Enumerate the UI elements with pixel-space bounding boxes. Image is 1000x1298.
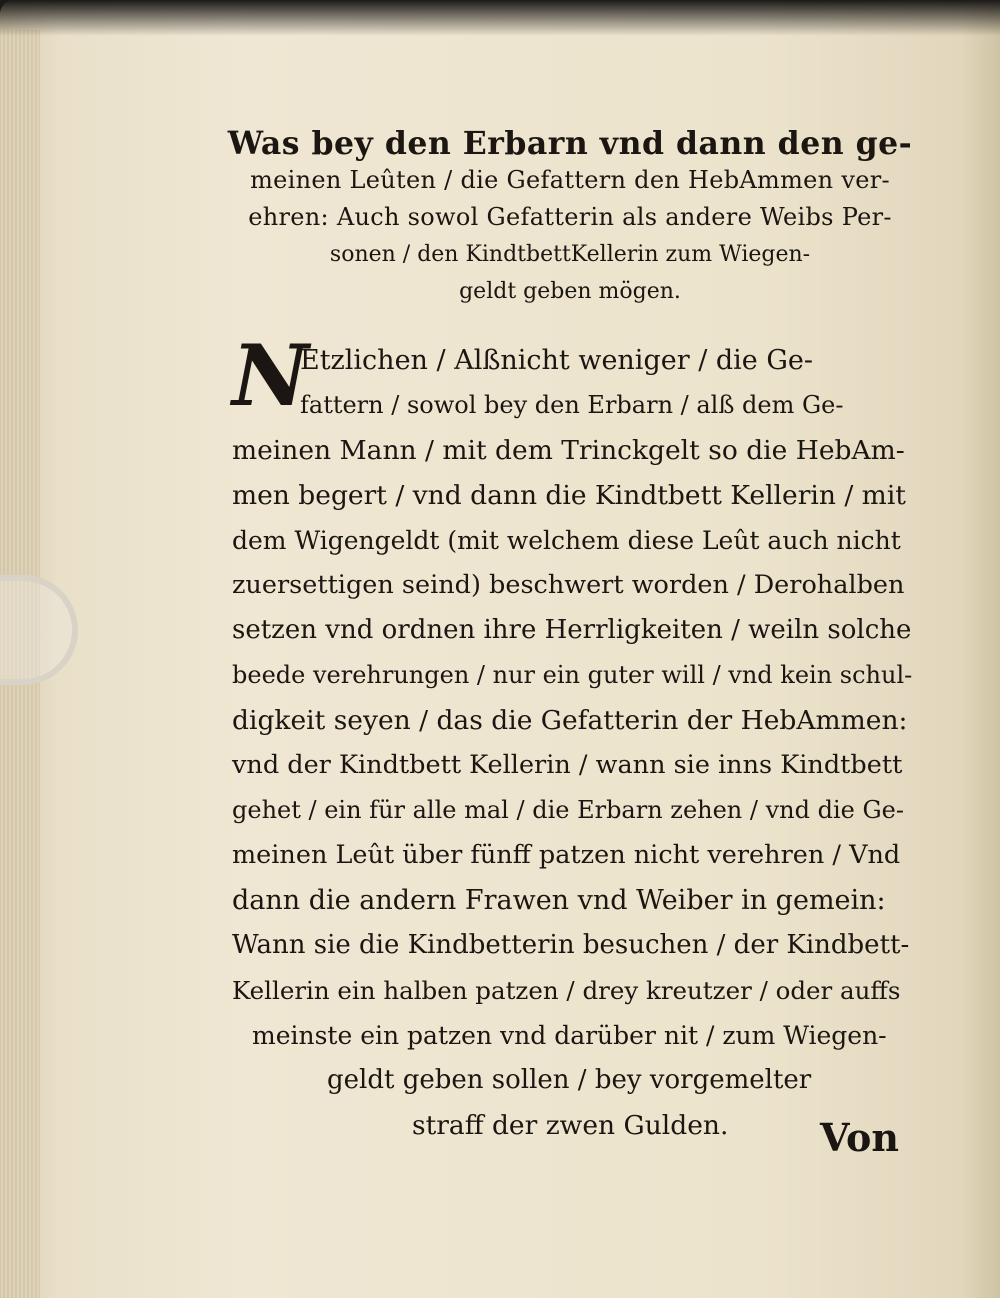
body-line: meinen Mann / mit dem Trinckgelt so die HebAm- [232,435,905,466]
body-line: setzen vnd ordnen ihre Herrligkeiten / weiln solche [232,615,912,645]
body-line: beede verehrungen / nur ein guter will / vnd kein schul- [232,661,913,689]
catchword: Von [820,1115,899,1160]
heading-line: sonen / den KindtbettKellerin zum Wiegen- [329,242,811,267]
section-heading [225,125,915,310]
body-paragraph [232,338,912,1148]
body-line: digkeit seyen / das die Gefatterin der HebAmmen: [232,705,908,736]
body-line: gehet / ein für alle mal / die Erbarn zehen / vnd die Ge- [232,796,904,824]
body-line: men begert / vnd dann die Kindtbett Kellerin / mit [232,480,906,511]
body-line: Kellerin ein halben patzen / drey kreutzer / oder auffs [232,976,901,1005]
top-shadow [0,0,1000,36]
body-line: meinste ein patzen vnd darüber nit / zum Wiegen- [252,1021,887,1050]
body-line: Etzlichen / Alßnicht weniger / die Ge- [300,345,814,376]
body-line: geldt geben sollen / bey vorgemelter [327,1065,812,1095]
body-line: zuersettigen seind) beschwert worden / Derohalben [232,570,905,600]
body-line: dann die andern Frawen vnd Weiber in gemein: [232,885,886,916]
page-clip-icon [0,575,78,685]
body-line: meinen Leût über fünff patzen nicht verehren / Vnd [232,840,901,870]
body-line: dem Wigengeldt (mit welchem diese Leût auch nicht [232,526,901,555]
drop-cap: N [232,326,309,425]
heading-line: Was bey den Erbarn vnd dann den ge- [227,125,913,162]
body-line: fattern / sowol bey den Erbarn / alß dem Ge- [300,391,844,419]
heading-line: meinen Leûten / die Gefattern den HebAmmen ver- [250,166,890,194]
heading-line: ehren: Auch sowol Gefatterin als andere Weibs Per- [248,203,892,231]
heading-line: geldt geben mögen. [459,279,681,304]
body-line: Wann sie die Kindbetterin besuchen / der Kindbett- [232,930,910,960]
body-line: straff der zwen Gulden. [412,1110,729,1141]
body-line: vnd der Kindtbett Kellerin / wann sie inns Kindtbett [232,750,903,780]
